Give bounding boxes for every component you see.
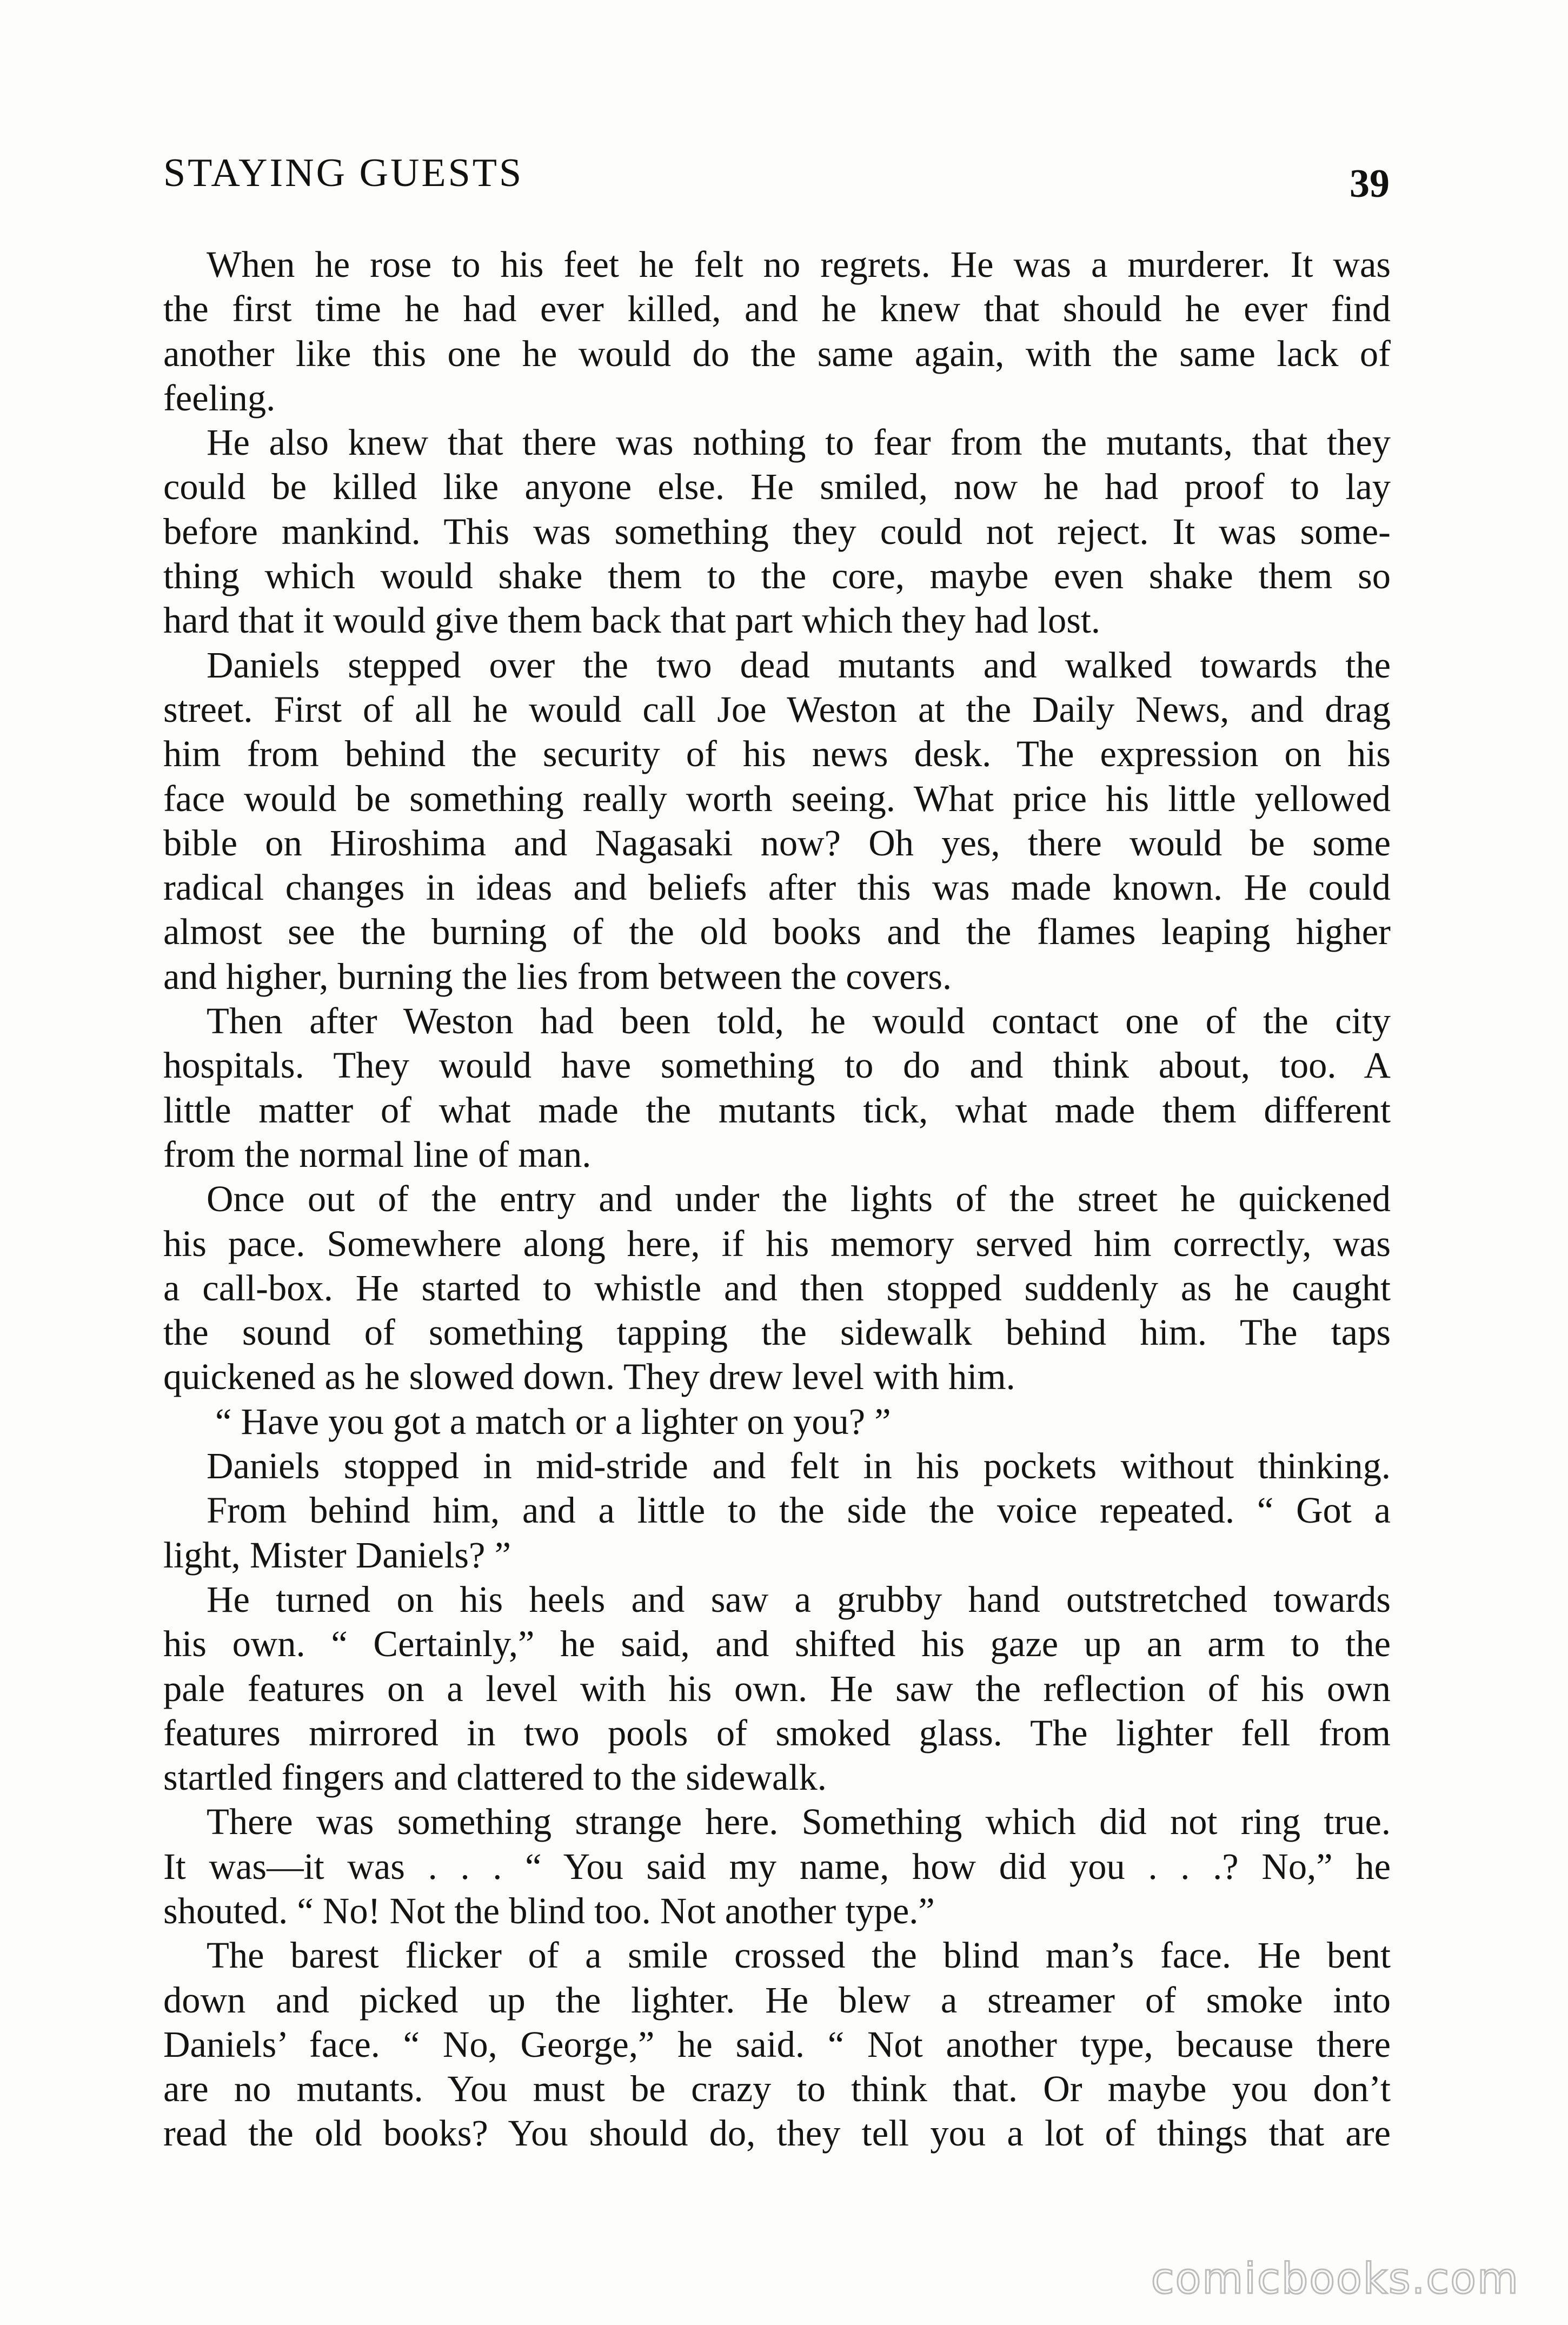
body-text — [163, 242, 1391, 2156]
text-line: Daniels stopped in mid-stride and felt in his pockets without thinking. — [207, 1445, 1391, 1487]
text-line: From behind him, and a little to the side the voice repeated. “ Got a — [207, 1490, 1391, 1531]
text-line: pale features on a level with his own. He saw the reflection of his own — [163, 1668, 1391, 1709]
text-line: before mankind. This was something they could not reject. It was some- — [163, 510, 1391, 552]
watermark: comicbooks.com — [1151, 2255, 1519, 2303]
text-line: from the normal line of man. — [163, 1133, 592, 1175]
text-line: the sound of something tapping the sidewalk behind him. The taps — [163, 1312, 1391, 1353]
text-line: Daniels stepped over the two dead mutants and walked towards the — [207, 644, 1391, 686]
text-line: radical changes in ideas and beliefs after this was made known. He could — [163, 867, 1391, 908]
text-line: Then after Weston had been told, he would contact one of the city — [207, 1000, 1391, 1042]
text-line: light, Mister Daniels? ” — [163, 1534, 511, 1576]
text-line: hospitals. They would have something to do and think about, too. A — [163, 1045, 1391, 1086]
text-line: shouted. “ No! Not the blind too. Not another type.” — [163, 1890, 935, 1931]
text-line: “ Have you got a match or a lighter on you? ” — [215, 1400, 891, 1442]
text-line: When he rose to his feet he felt no regrets. He was a murderer. It was — [207, 244, 1391, 285]
text-line: are no mutants. You must be crazy to think that. Or maybe you don’t — [163, 2068, 1391, 2110]
text-line: hard that it would give them back that part which they had lost. — [163, 600, 1101, 641]
text-line: him from behind the security of his news desk. The expression on his — [163, 733, 1391, 775]
text-line: and higher, burning the lies from between the covers. — [163, 955, 952, 997]
text-line: quickened as he slowed down. They drew level with him. — [163, 1356, 1015, 1398]
text-line: thing which would shake them to the core, maybe even shake them so — [163, 555, 1391, 597]
text-line: He turned on his heels and saw a grubby hand outstretched towards — [207, 1578, 1391, 1620]
text-line: The barest flicker of a smile crossed the blind man’s face. He bent — [207, 1935, 1391, 1976]
text-line: his own. “ Certainly,” he said, and shifted his gaze up an arm to the — [163, 1623, 1391, 1665]
text-line: a call-box. He started to whistle and then stopped suddenly as he caught — [163, 1267, 1391, 1308]
text-line: It was—it was . . . “ You said my name, how did you . . .? No,” he — [163, 1845, 1391, 1887]
text-line: Once out of the entry and under the lights of the street he quickened — [207, 1178, 1391, 1220]
text-line: little matter of what made the mutants tick, what made them different — [163, 1089, 1391, 1131]
text-line: could be killed like anyone else. He smiled, now he had proof to lay — [163, 466, 1391, 508]
text-line: street. First of all he would call Joe Weston at the Daily News, and drag — [163, 688, 1391, 730]
text-line: feeling. — [163, 377, 276, 418]
text-line: startled fingers and clattered to the sidewalk. — [163, 1757, 827, 1798]
text-line: bible on Hiroshima and Nagasaki now? Oh yes, there would be some — [163, 822, 1391, 863]
text-line: another like this one he would do the same again, with the same lack of — [163, 333, 1391, 374]
text-line: his pace. Somewhere along here, if his memory served him correctly, was — [163, 1223, 1391, 1264]
text-line: There was something strange here. Something which did not ring true. — [207, 1801, 1391, 1843]
running-title: STAYING GUESTS — [163, 151, 524, 195]
text-line: read the old books? You should do, they tell you a lot of things that are — [163, 2113, 1391, 2154]
text-line: almost see the burning of the old books and the flames leaping higher — [163, 911, 1391, 953]
text-line: Daniels’ face. “ No, George,” he said. “ Not another type, because there — [163, 2023, 1391, 2065]
text-line: features mirrored in two pools of smoked glass. The lighter fell from — [163, 1712, 1391, 1753]
text-line: the first time he had ever killed, and he knew that should he ever find — [163, 288, 1391, 330]
page-number: 39 — [1350, 162, 1390, 206]
text-line: He also knew that there was nothing to fear from the mutants, that they — [207, 422, 1391, 463]
text-line: face would be something really worth seeing. What price his little yellowed — [163, 778, 1391, 819]
text-line: down and picked up the lighter. He blew a streamer of smoke into — [163, 1979, 1391, 2021]
